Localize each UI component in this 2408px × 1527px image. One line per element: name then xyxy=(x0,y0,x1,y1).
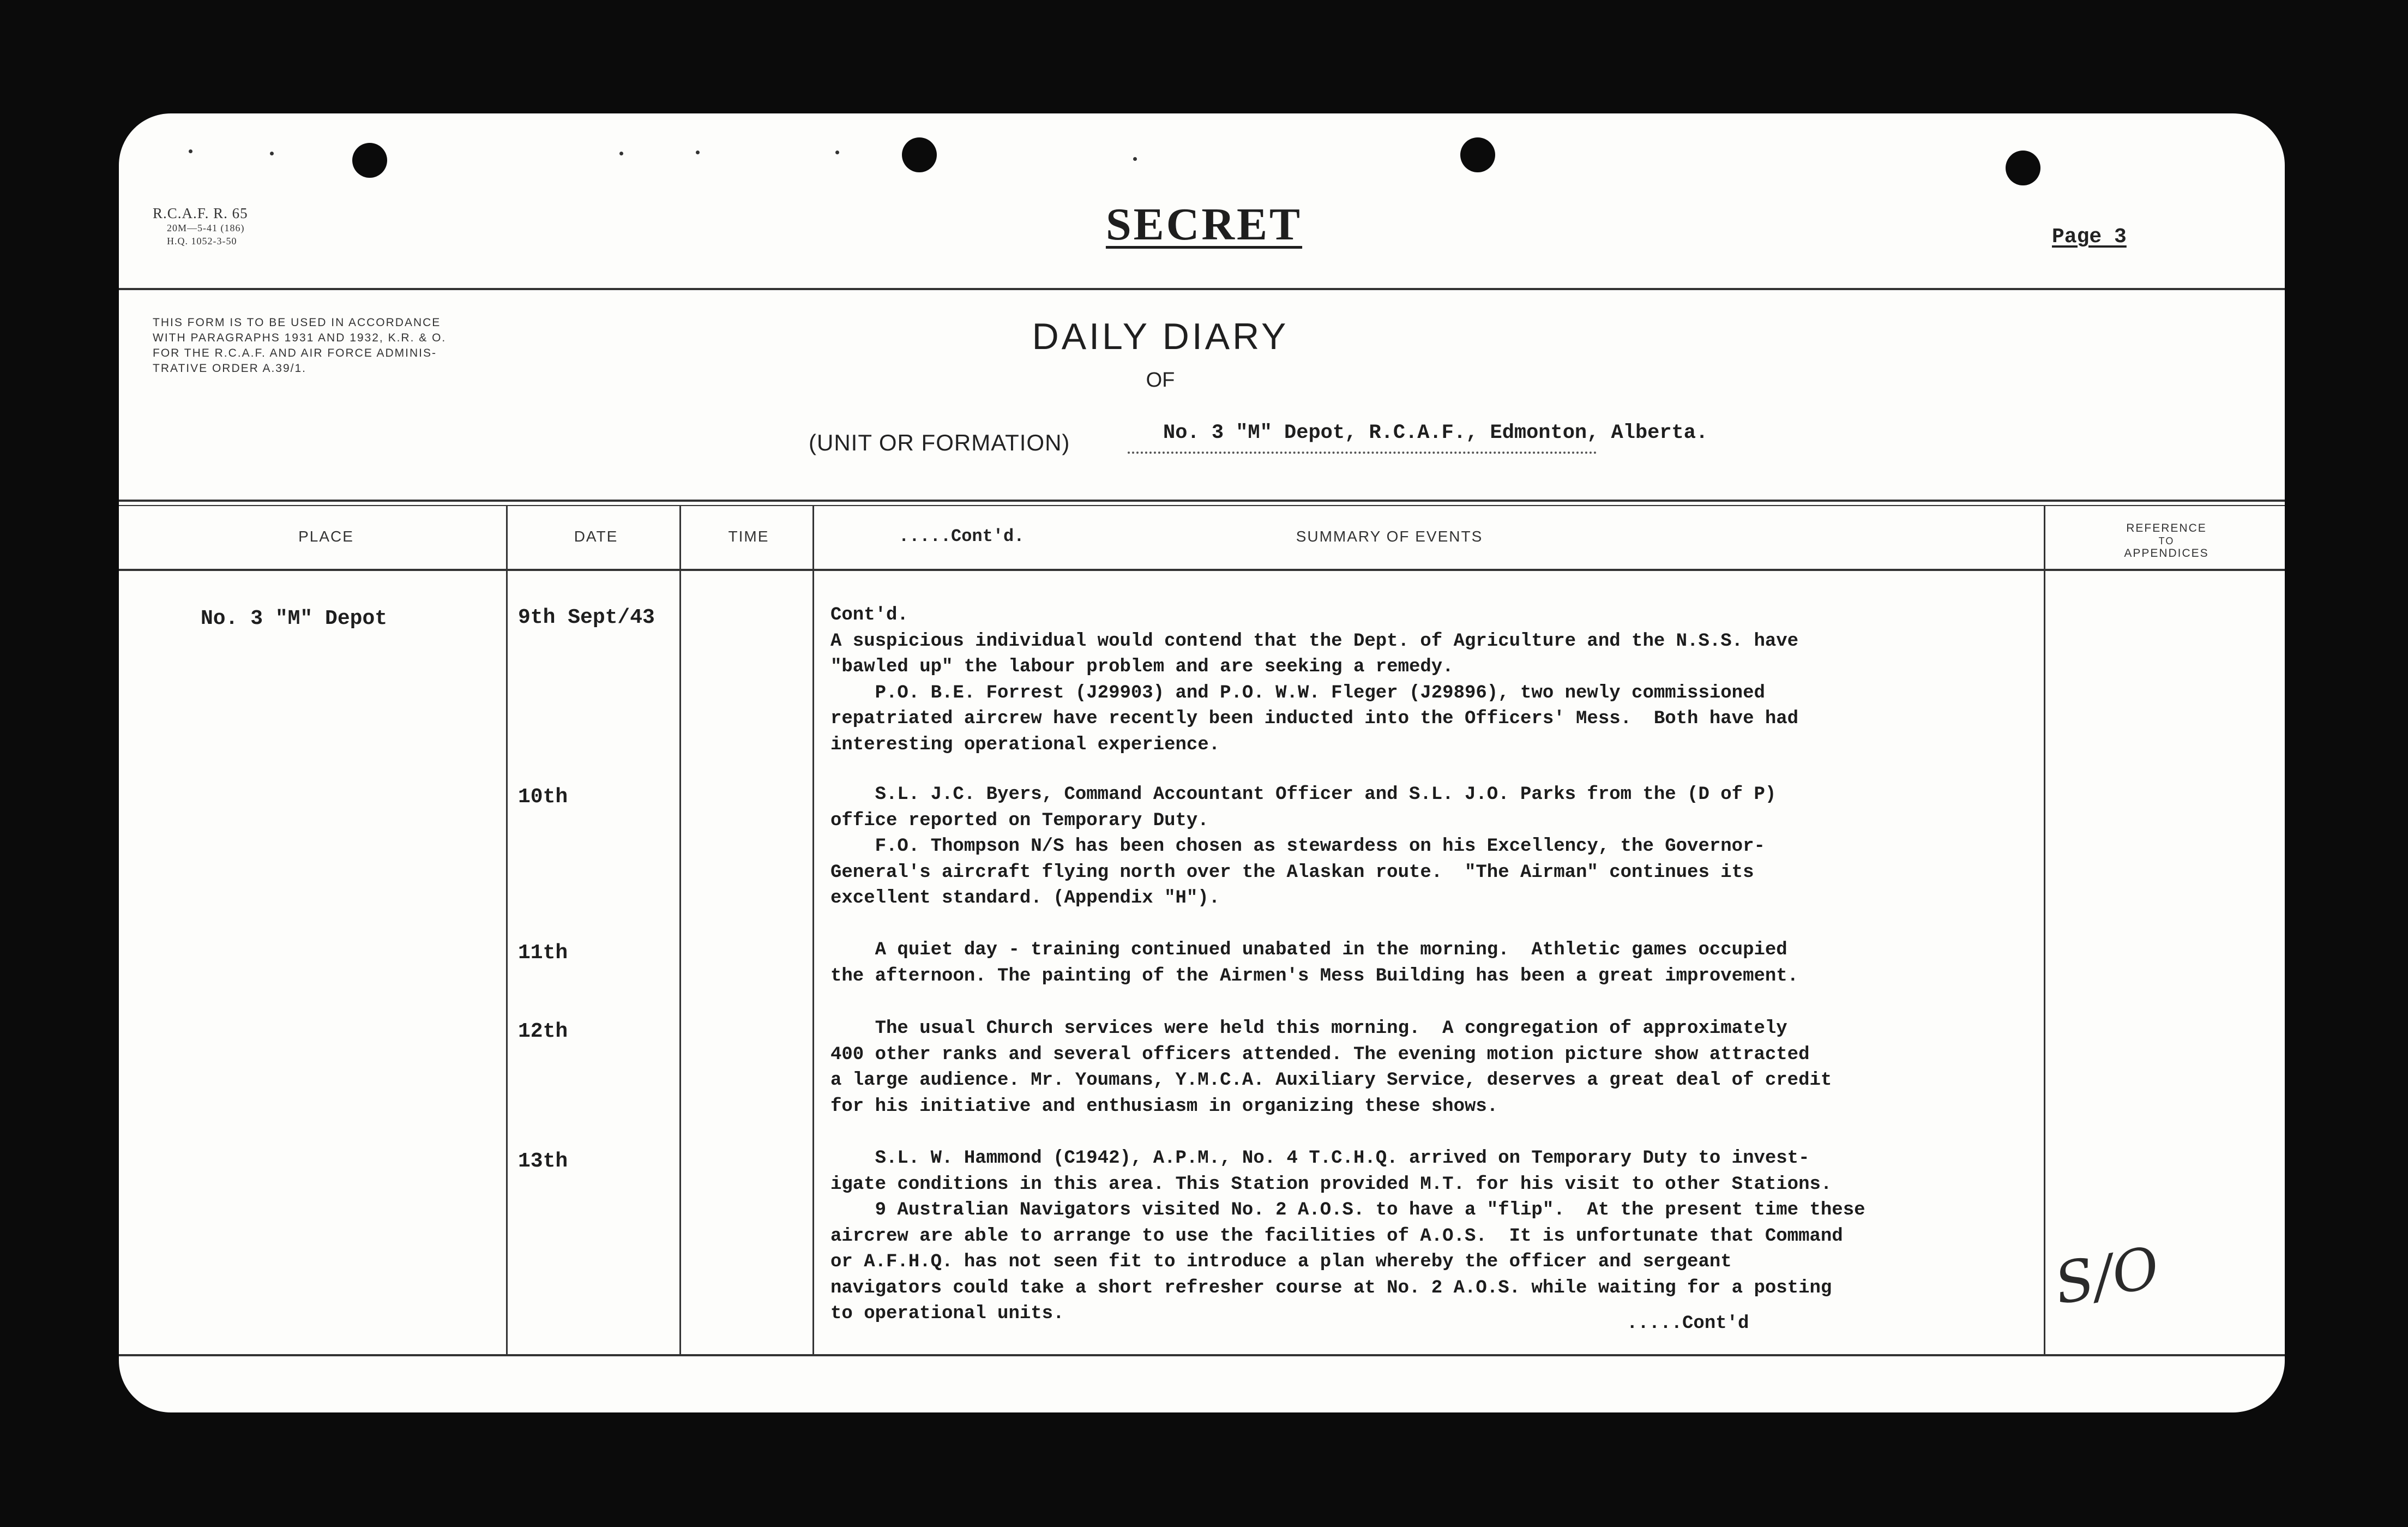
header-rule xyxy=(119,288,2285,290)
column-header-date: DATE xyxy=(574,528,618,545)
summary-line: The usual Church services were held this morning. A congregation of approximately xyxy=(830,1018,1787,1039)
summary-line: office reported on Temporary Duty. xyxy=(830,810,1209,831)
unit-value: No. 3 "M" Depot, R.C.A.F., Edmonton, Alberta. xyxy=(1163,422,1708,444)
entry-summary xyxy=(830,937,1798,989)
usage-note-line: FOR THE R.C.A.F. AND AIR FORCE ADMINIS- xyxy=(153,347,437,359)
summary-line: navigators could take a short refresher course at No. 2 A.O.S. while waiting for a posting xyxy=(830,1277,1832,1298)
summary-line: "bawled up" the labour problem and are seeking a remedy. xyxy=(830,657,1454,677)
table-top-rule xyxy=(119,500,2285,502)
column-header-rule xyxy=(119,569,2285,571)
page-number: Page 3 xyxy=(2052,225,2127,249)
summary-line: or A.F.H.Q. has not seen fit to introduce a plan whereby the officer and sergeant xyxy=(830,1252,1732,1272)
punch-hole xyxy=(902,137,937,172)
table-top-rule xyxy=(119,505,2285,506)
summary-line: S.L. W. Hammond (C1942), A.P.M., No. 4 T.C.H.Q. arrived on Temporary Duty to invest- xyxy=(830,1148,1810,1169)
summary-line: P.O. B.E. Forrest (J29903) and P.O. W.W. Fleger (J29896), two newly commissioned xyxy=(830,682,1765,704)
summary-line: interesting operational experience. xyxy=(830,734,1220,755)
diary-title: DAILY DIARY xyxy=(1032,316,1289,357)
speck xyxy=(189,149,192,153)
punch-hole xyxy=(2006,151,2040,185)
form-id-line: R.C.A.F. R. 65 xyxy=(153,205,248,221)
speck xyxy=(696,151,700,154)
form-identifier xyxy=(153,205,248,248)
entry-date: 10th xyxy=(518,785,568,809)
usage-note xyxy=(153,315,556,376)
form-id-line: H.Q. 1052-3-50 xyxy=(167,236,237,247)
column-header-contd: .....Cont'd. xyxy=(899,526,1025,546)
column-divider xyxy=(506,506,508,1354)
classification-stamp: SECRET xyxy=(1105,199,1303,250)
reference-line: TO xyxy=(2158,536,2175,546)
entry-summary xyxy=(830,603,1798,758)
summary-line: 9 Australian Navigators visited No. 2 A.O.S. to have a "flip". At the present time these xyxy=(830,1200,1865,1221)
table-bottom-rule xyxy=(119,1354,2285,1356)
summary-line: aircrew are able to arrange to use the facilities of A.O.S. It is unfortunate that Command xyxy=(830,1225,1843,1247)
summary-line: repatriated aircrew have recently been inducted into the Officers' Mess. Both have had xyxy=(830,708,1799,729)
column-header-reference xyxy=(2049,521,2284,561)
place-value: No. 3 "M" Depot xyxy=(201,607,388,630)
form-id-line: 20M—5-41 (186) xyxy=(167,223,245,233)
summary-line: igate conditions in this area. This Station provided M.T. for his visit to other Stations. xyxy=(830,1174,1832,1195)
summary-line: for his initiative and enthusiasm in organizing these shows. xyxy=(830,1096,1498,1117)
entry-date: 12th xyxy=(518,1020,568,1043)
summary-line: A quiet day - training continued unabated in the morning. Athletic games occupied xyxy=(830,940,1787,960)
diary-of: OF xyxy=(1146,369,1175,392)
unit-label: (UNIT OR FORMATION) xyxy=(809,430,1070,455)
summary-line: excellent standard. (Appendix "H"). xyxy=(830,888,1220,909)
column-header-time: TIME xyxy=(728,528,769,545)
summary-line: the afternoon. The painting of the Airmen's Mess Building has been a great improvement. xyxy=(830,965,1799,987)
entry-summary xyxy=(830,1016,1832,1120)
entry-summary xyxy=(830,1146,1865,1327)
entry-date: 9th Sept/43 xyxy=(518,606,655,629)
summary-line: to operational units. xyxy=(830,1303,1064,1324)
entry-date: 11th xyxy=(518,941,568,965)
column-divider xyxy=(679,506,681,1354)
summary-line: A suspicious individual would contend that the Dept. of Agriculture and the N.S.S. have xyxy=(830,630,1799,652)
speck xyxy=(270,152,274,155)
summary-line: F.O. Thompson N/S has been chosen as stewardess on his Excellency, the Governor- xyxy=(830,836,1765,857)
speck xyxy=(1133,157,1137,161)
punch-hole xyxy=(1460,137,1495,172)
usage-note-line: WITH PARAGRAPHS 1931 AND 1932, K.R. & O. xyxy=(153,332,447,344)
column-divider xyxy=(812,506,814,1354)
usage-note-line: TRATIVE ORDER A.39/1. xyxy=(153,362,307,375)
reference-line: REFERENCE xyxy=(2126,522,2207,534)
reference-line: APPENDICES xyxy=(2124,547,2209,560)
usage-note-line: THIS FORM IS TO BE USED IN ACCORDANCE xyxy=(153,316,441,329)
unit-dotted-line xyxy=(1128,452,1597,454)
speck xyxy=(835,151,839,154)
speck xyxy=(619,152,623,155)
entry-summary xyxy=(830,782,1776,912)
column-header-summary: SUMMARY OF EVENTS xyxy=(1296,528,1483,545)
summary-line: 400 other ranks and several officers attended. The evening motion picture show attracted xyxy=(830,1044,1810,1065)
diary-form-card xyxy=(119,113,2285,1412)
column-header-place: PLACE xyxy=(298,528,354,545)
continued-footer: .....Cont'd xyxy=(1627,1313,1749,1334)
summary-line: Cont'd. xyxy=(830,605,908,626)
column-divider xyxy=(2044,506,2045,1354)
punch-hole xyxy=(352,143,387,178)
summary-line: S.L. J.C. Byers, Command Accountant Officer and S.L. J.O. Parks from the (D of P) xyxy=(830,784,1777,805)
summary-line: a large audience. Mr. Youmans, Y.M.C.A. Auxiliary Service, deserves a great deal of credit xyxy=(830,1070,1832,1091)
summary-line: General's aircraft flying north over the Alaskan route. "The Airman" continues its xyxy=(830,862,1754,883)
handwritten-initials: S/O xyxy=(2049,1234,2164,1318)
entry-date: 13th xyxy=(518,1150,568,1173)
